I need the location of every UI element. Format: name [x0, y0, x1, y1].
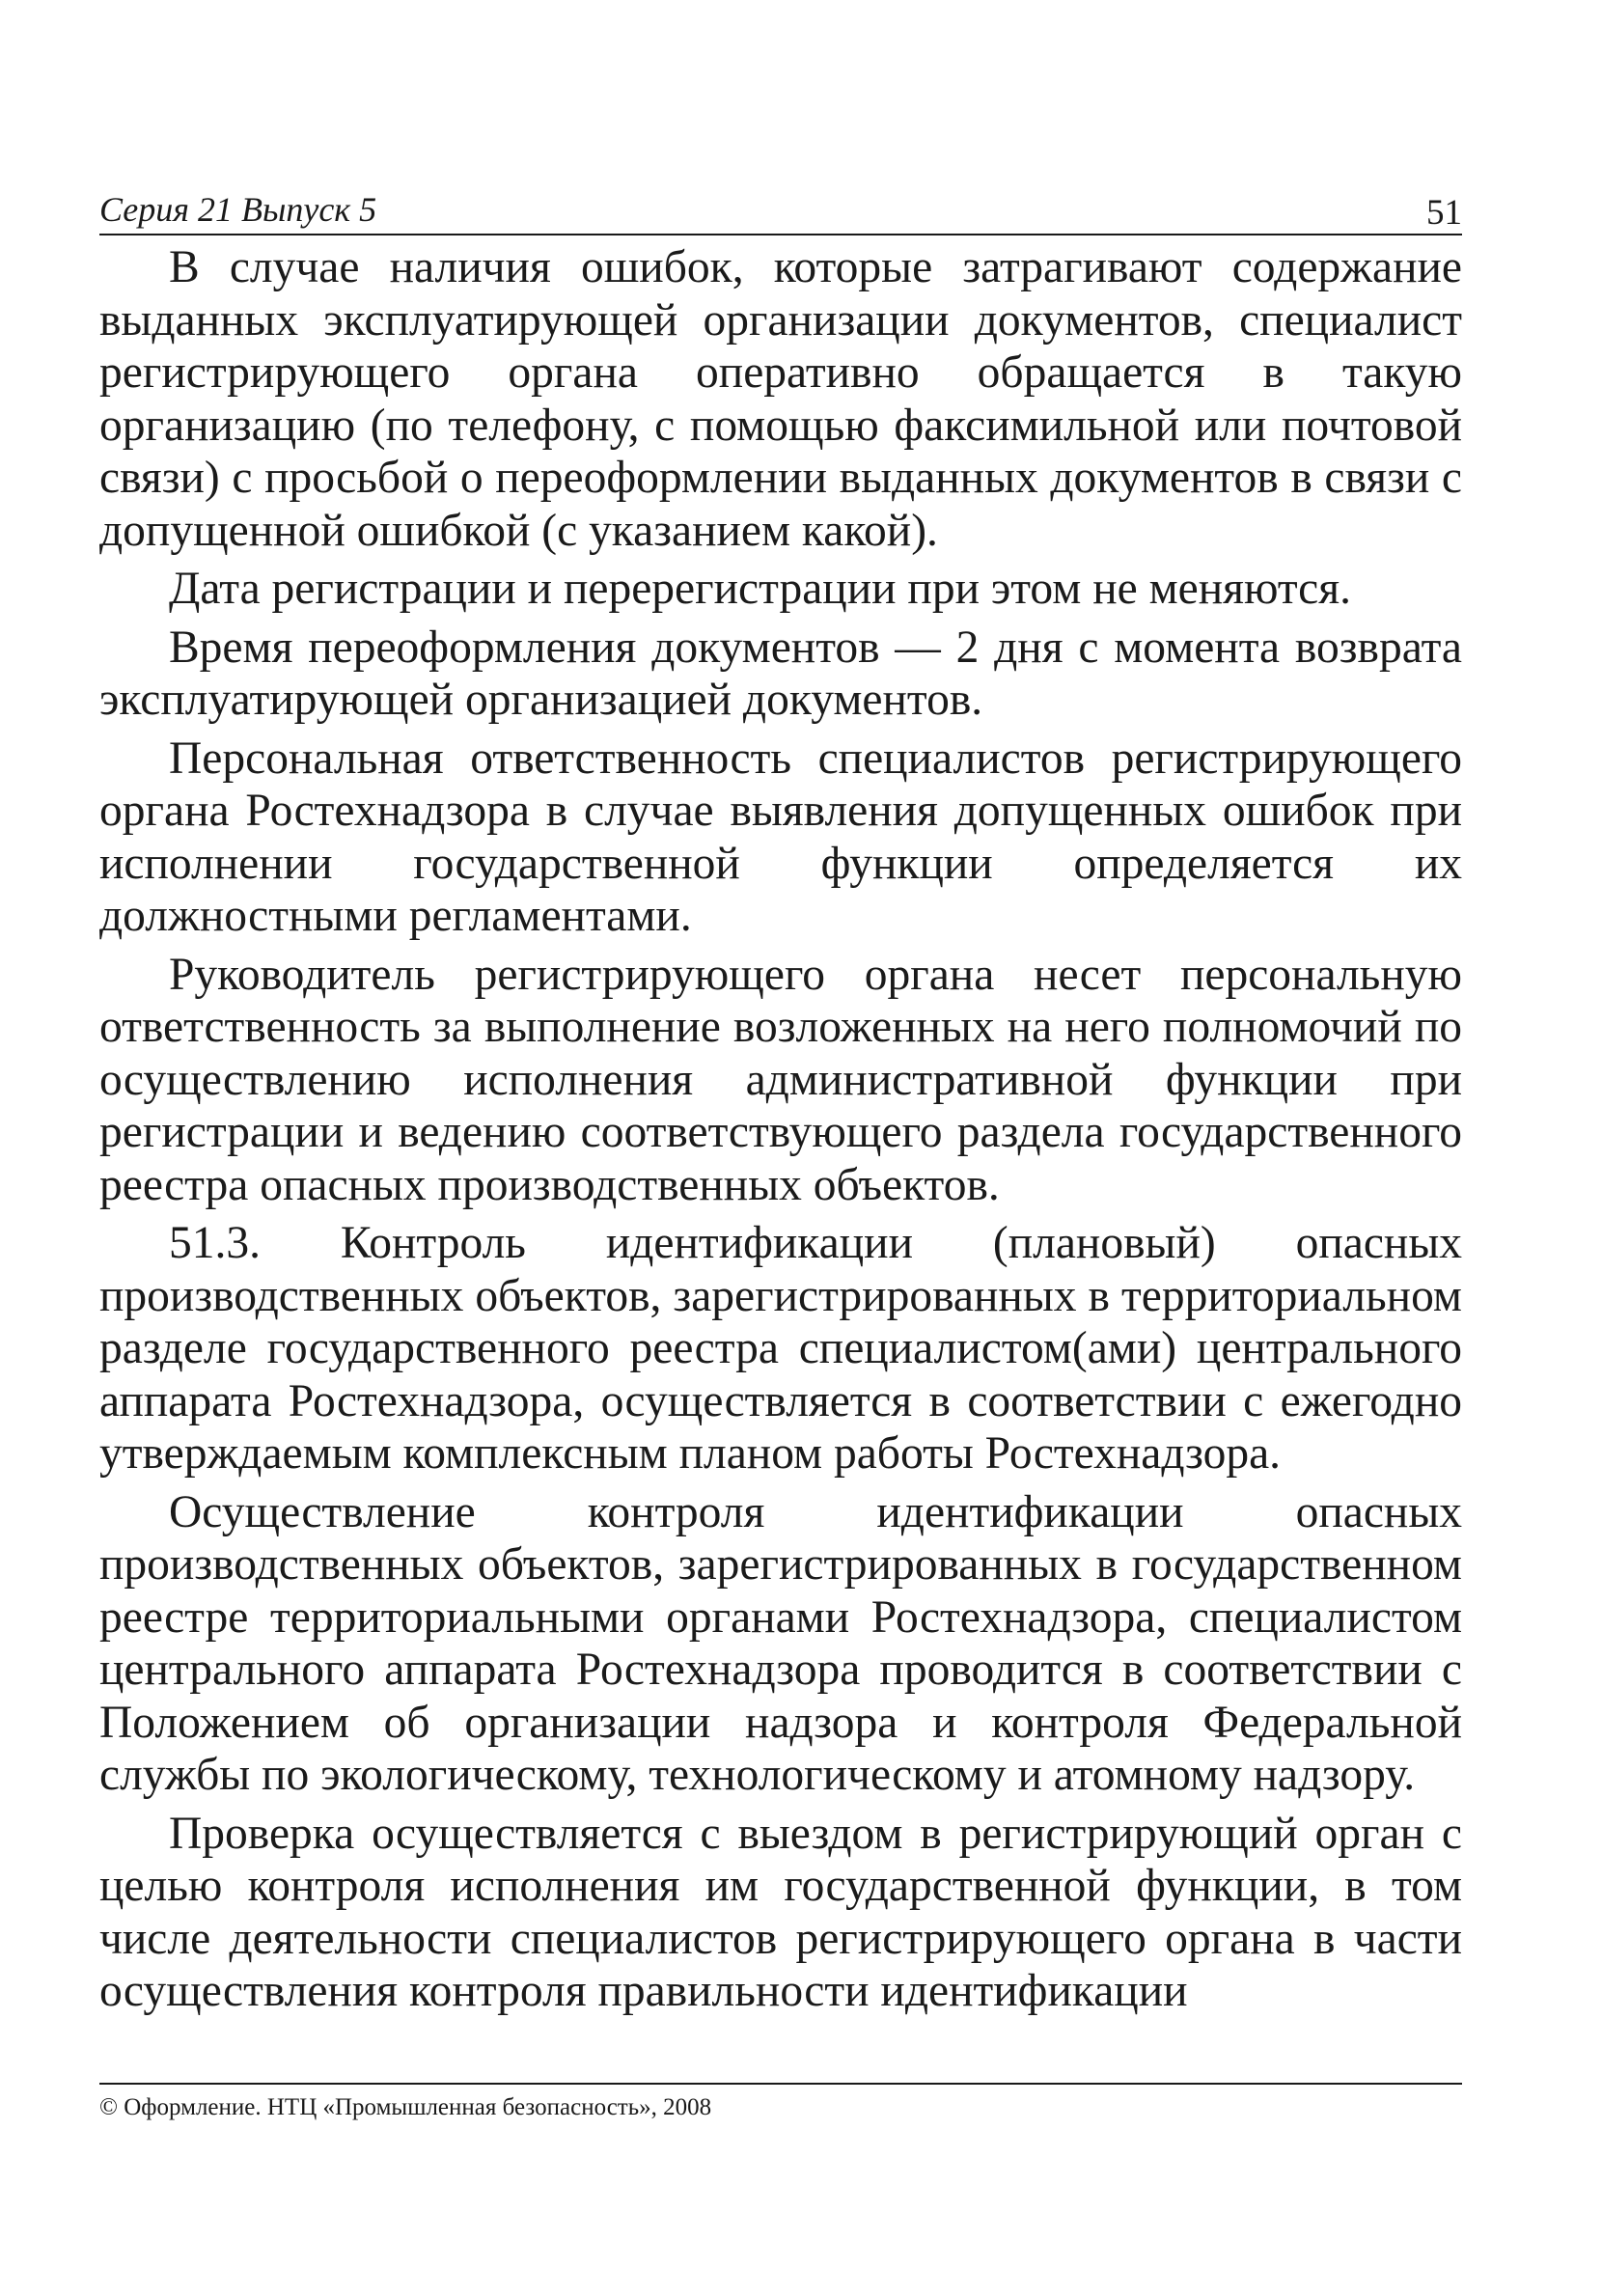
paragraph: Дата регистрации и перерегистрации при этом не меняются.	[169, 564, 1351, 614]
series-title: Серия 21 Выпуск 5	[99, 190, 377, 229]
paragraph: Руководитель регистрирующего органа несет персональную ответственность за выполнение возложенных на него полномочий по осуществлению исполнения административной функции при регистрации и ведению соответствующего раздела государственного реестра опасных производственных объектов.	[99, 949, 1462, 1210]
paragraph: 51.3. Контроль идентификации (плановый) опасных производственных объектов, зарегистрированных в территориальном разделе государственного реестра специалистом(ами) центрального аппарата Ростехнадзора, осуществляется в соответствии с ежегодно утверждаемым комплексным планом работы Ростехнадзора.	[99, 1218, 1462, 1479]
paragraph: В случае наличия ошибок, которые затрагивают содержание выданных эксплуатирующей организации документов, специалист регистрирующего органа оперативно обращается в такую организацию (по телефону, с помощью факсимильной или почтовой связи) с просьбой о переоформлении выданных документов в связи с допущенной ошибкой (с указанием какой).	[99, 242, 1462, 556]
paragraph: Осуществление контроля идентификации опасных производственных объектов, зарегистрированных в государственном реестре территориальными органами Ростехнадзора, специалистом центрального аппарата Ростехнадзора проводится в соответствии с Положением об организации надзора и контроля Федеральной службы по экологическому, технологическому и атомному надзору.	[99, 1486, 1462, 1800]
page-header	[99, 183, 1462, 235]
page	[99, 183, 1462, 2024]
body-text	[99, 241, 1462, 2018]
paragraph: Проверка осуществляется с выездом в регистрирующий орган с целью контроля исполнения им государственной функции, в том числе деятельности специалистов регистрирующего органа в части осуществления контроля правильности идентификации	[99, 1808, 1462, 2016]
page-number: 51	[1426, 193, 1462, 233]
paragraph: Время переоформления документов — 2 дня с момента возврата эксплуатирующей организацией документов.	[99, 622, 1462, 725]
copyright-notice: © Оформление. НТЦ «Промышленная безопасность», 2008	[99, 2094, 712, 2120]
paragraph: Персональная ответственность специалистов регистрирующего органа Ростехнадзора в случае выявления допущенных ошибок при исполнении государственной функции определяется их должностными регламентами.	[99, 733, 1462, 941]
page-footer	[99, 2083, 1462, 2121]
